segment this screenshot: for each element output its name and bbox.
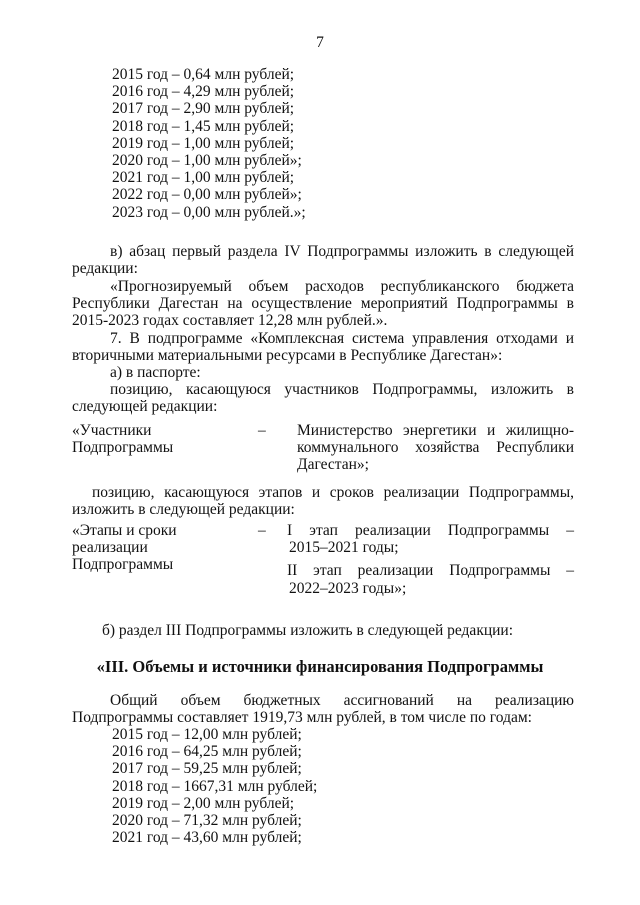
- text-line: б) раздел III Подпрограммы изложить в следующей редакции:: [102, 622, 514, 639]
- text-line: изложить в следующей редакции:: [72, 501, 295, 519]
- text-line: реализации: [72, 539, 148, 557]
- text-line: Дагестан»;: [297, 456, 369, 474]
- text-line: «Участники: [72, 422, 152, 439]
- text-line: в) абзац первый раздела IV Подпрограммы изложить в следующей: [110, 243, 574, 260]
- dash: –: [258, 522, 266, 539]
- text-line: Министерство энергетики и жилищно-: [297, 422, 574, 439]
- dash: –: [258, 422, 266, 439]
- text-line: Подпрограммы составляет 1919,73 млн рублей, в том числе по годам:: [72, 709, 532, 727]
- text-line: позицию, касающуюся участников Подпрограммы, изложить в: [110, 381, 574, 399]
- paragraph-total: [72, 692, 574, 726]
- page-number: 7: [316, 34, 324, 51]
- list-item: 2015 год – 0,64 млн рублей;: [112, 66, 295, 83]
- list-item: 2021 год – 43,60 млн рублей;: [112, 829, 302, 847]
- list-item: 2016 год – 64,25 млн рублей;: [112, 743, 302, 761]
- text-line: 2015-2023 годах составляет 12,28 млн рублей.».: [72, 312, 388, 330]
- list-item: 2016 год – 4,29 млн рублей;: [112, 83, 295, 101]
- text-line: Подпрограммы: [72, 439, 174, 457]
- list-item: 2018 год – 1,45 млн рублей;: [112, 117, 295, 135]
- list-item: 2020 год – 71,32 млн рублей;: [112, 812, 302, 830]
- text-line: Подпрограммы: [72, 556, 174, 574]
- list-item: 2020 год – 1,00 млн рублей»;: [112, 152, 302, 170]
- participants-row: [72, 422, 574, 474]
- text-line: «Этапы и сроки: [72, 522, 177, 539]
- text-line: 2022–2023 годы»;: [289, 579, 407, 597]
- list-item: 2021 год – 1,00 млн рублей;: [112, 169, 295, 187]
- paragraph-b: [72, 622, 574, 639]
- list-item: 2019 год – 1,00 млн рублей;: [112, 134, 295, 152]
- participants-label: [72, 422, 252, 456]
- stages-row: [72, 522, 574, 602]
- participants-value: [297, 422, 574, 474]
- list-item: 2022 год – 0,00 млн рублей»;: [112, 186, 302, 204]
- text-line: следующей редакции:: [72, 398, 218, 416]
- text-line: редакции:: [72, 260, 138, 278]
- text-line: коммунального хозяйства Республики: [297, 439, 574, 457]
- text-line: 2015–2021 годы;: [289, 539, 399, 557]
- text-line: I этап реализации Подпрограммы –: [287, 522, 574, 539]
- text-line: «Прогнозируемый объем расходов республиканского бюджета: [110, 278, 574, 295]
- years-list-bottom: [112, 726, 317, 846]
- text-line: Общий объем бюджетных ассигнований на реализацию: [110, 692, 574, 709]
- list-item: 2017 год – 59,25 млн рублей;: [112, 760, 302, 778]
- list-item: 2018 год – 1667,31 млн рублей;: [112, 777, 318, 795]
- list-item: 2023 год – 0,00 млн рублей.»;: [112, 203, 306, 221]
- list-item: 2019 год – 2,00 млн рублей;: [112, 794, 295, 812]
- paragraph-v: [72, 243, 574, 277]
- text-line: позицию, касающуюся этапов и сроков реализации Подпрограммы,: [92, 484, 574, 501]
- text-line: вторичными материальными ресурсами в Республике Дагестан»:: [72, 346, 503, 364]
- list-item: 2015 год – 12,00 млн рублей;: [112, 726, 302, 743]
- text-line: 7. В подпрограмме «Комплексная система управления отходами и: [110, 329, 574, 347]
- paragraph-forecast: [72, 278, 574, 416]
- list-item: 2017 год – 2,90 млн рублей;: [112, 100, 295, 118]
- text-line: Республики Дагестан на осуществление мероприятий Подпрограммы в: [72, 295, 574, 313]
- text-line: а) в паспорте:: [110, 364, 201, 382]
- paragraph-stages: [72, 484, 574, 518]
- stages-label: [72, 522, 252, 574]
- section-heading: «III. Объемы и источники финансирования Подпрограммы: [96, 657, 544, 676]
- years-list-top: [112, 66, 306, 221]
- text-line: II этап реализации Подпрограммы –: [287, 562, 574, 580]
- stages-value: [287, 522, 574, 597]
